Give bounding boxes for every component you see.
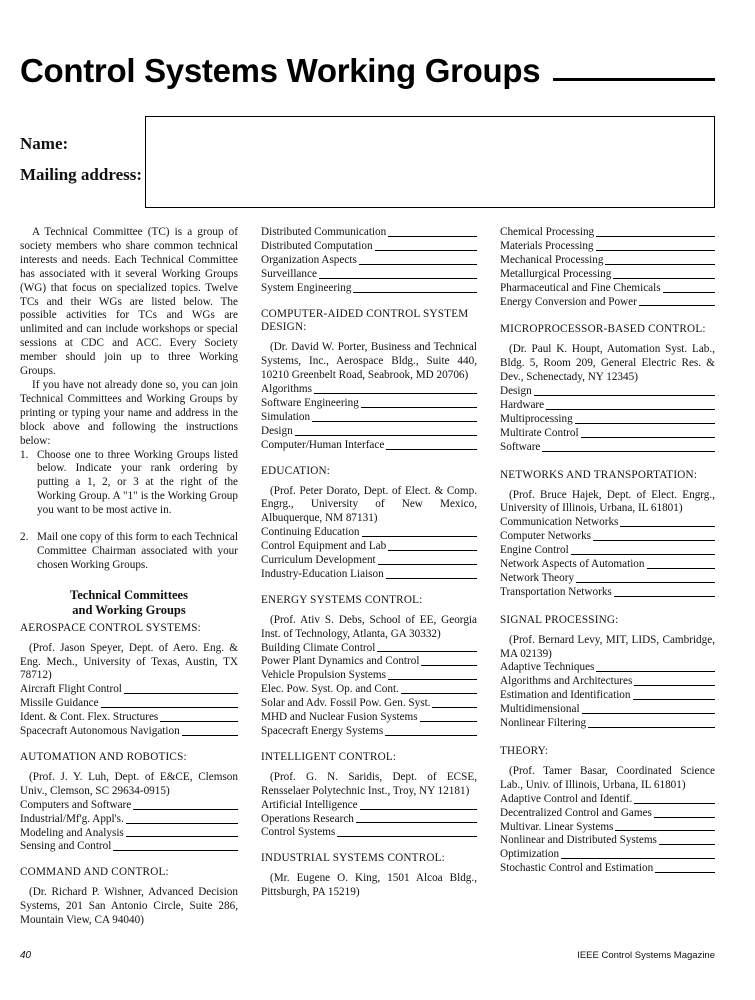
working-group-row[interactable]: Artificial Intelligence [261,799,477,813]
working-group-row[interactable]: Chemical Processing [500,226,715,240]
committee-signal-processing [500,614,715,731]
working-group-row[interactable]: Industry-Education Liaison [261,568,477,582]
committee-heading: COMMAND AND CONTROL: [20,866,169,879]
working-group-row[interactable]: Power Plant Dynamics and Control [261,655,477,669]
working-group-row[interactable]: Continuing Education [261,526,477,540]
working-group-row[interactable]: Curriculum Development [261,554,477,568]
working-group-row[interactable]: Metallurgical Processing [500,268,715,282]
rank-blank[interactable] [582,713,715,714]
rank-blank[interactable] [388,236,477,237]
mailing-address-label: Mailing address: [20,165,143,184]
rank-blank[interactable] [615,830,715,831]
rank-blank[interactable] [359,264,477,265]
rank-blank[interactable] [133,809,238,810]
rank-blank[interactable] [596,250,715,251]
committee-energy-systems [261,594,477,739]
rank-blank[interactable] [377,651,477,652]
working-group-row[interactable]: Adaptive Control and Identif. [500,793,715,807]
working-group-row[interactable]: Network Aspects of Automation [500,558,715,572]
working-group-row[interactable]: Nonlinear and Distributed Systems [500,834,715,848]
working-group-row[interactable]: Mechanical Processing [500,254,715,268]
working-group-row[interactable]: Stochastic Control and Estimation [500,862,715,876]
committee-heading: SIGNAL PROCESSING: [500,613,619,626]
committee-cacsd [261,308,477,453]
rank-blank[interactable] [634,803,715,804]
committee-microprocessor [500,323,715,454]
working-group-row[interactable]: Control Systems [261,826,477,840]
name-address-entry-box[interactable] [145,116,715,208]
rank-blank[interactable] [378,564,477,565]
committee-heading: AEROSPACE CONTROL SYSTEMS: [20,621,201,634]
committee-heading: AUTOMATION AND ROBOTICS: [20,751,187,763]
rank-blank[interactable] [361,407,477,408]
column-2 [261,226,477,900]
rank-blank[interactable] [432,707,477,708]
rank-blank[interactable] [571,554,715,555]
committee-chair: (Prof. Bruce Hajek, Dept. of Elect. Engrg., University of Illinois, Urbana, IL 61801) [500,488,715,515]
committee-chair: (Mr. Eugene O. King, 1501 Alcoa Bldg., Pittsburgh, PA 15219) [261,872,477,899]
working-group-row[interactable]: System Engineering [261,282,477,296]
rank-blank[interactable] [639,305,715,306]
working-group-row[interactable]: Transportation Networks [500,586,715,600]
rank-blank[interactable] [314,393,477,394]
working-group-row[interactable]: Operations Research [261,813,477,827]
committee-heading: THEORY: [500,745,549,757]
rank-blank[interactable] [386,449,477,450]
working-group-row[interactable]: Distributed Computation [261,240,477,254]
working-group-row[interactable]: Hardware [500,399,715,413]
committee-chair: (Dr. David W. Porter, Business and Technical Systems, Inc., Aerospace Bldg., Suite 440, 10210 Greenbelt Road, Seabrook, MD 20706) [261,341,477,382]
working-group-row[interactable]: Building Climate Control [261,642,477,656]
working-group-row[interactable]: Missile Guidance [20,697,238,711]
working-group-row[interactable]: Organization Aspects [261,254,477,268]
rank-blank[interactable] [542,451,715,452]
rank-blank[interactable] [375,250,477,251]
rank-blank[interactable] [647,568,716,569]
rank-blank[interactable] [596,671,715,672]
working-group-row[interactable]: Software [500,441,715,455]
working-group-row[interactable]: Optimization [500,848,715,862]
rank-blank[interactable] [534,395,715,396]
page-title: Control Systems Working Groups [20,52,541,89]
rank-blank[interactable] [634,685,715,686]
working-group-row[interactable]: Multiprocessing [500,413,715,427]
page-number: 40 [20,950,32,961]
committee-heading: NETWORKS AND TRANSPORTATION: [500,468,698,481]
instruction-step: 1. Choose one to three Working Groups listed below. Indicate your rank ordering by putting a 1, 2, or 3 at the right of the Working Group. A "1" is the Working Group you want to be most active in. [20,448,238,517]
rank-blank[interactable] [126,823,238,824]
committee-heading: MICROPROCESSOR-BASED CONTROL: [500,323,706,336]
committee-automation-robotics [20,751,238,854]
working-group-row[interactable]: Engine Control [500,544,715,558]
rank-blank[interactable] [113,850,238,851]
working-group-row[interactable]: Simulation [261,411,477,425]
working-group-row[interactable]: Aircraft Flight Control [20,683,238,697]
working-group-row[interactable]: Ident. & Cont. Flex. Structures [20,711,238,725]
rank-blank[interactable] [659,844,715,845]
committee-chair: (Prof. G. N. Saridis, Dept. of ECSE, Rensselaer Polytechnic Inst., Troy, NY 12181) [261,770,477,797]
working-group-row[interactable]: Adaptive Techniques [500,661,715,675]
committee-chair: (Dr. Richard P. Wishner, Advanced Decision Systems, 201 San Antonio Circle, Suite 286, Mountain View, CA 94040) [20,886,238,927]
rank-blank[interactable] [546,409,715,410]
column-3 [500,226,715,876]
rank-blank[interactable] [160,721,238,722]
committee-heading: ENERGY SYSTEMS CONTROL: [261,593,423,606]
working-group-row[interactable]: Computers and Software [20,799,238,813]
title-rule [553,78,715,81]
rank-blank[interactable] [596,236,715,237]
rank-blank[interactable] [655,872,715,873]
working-group-row[interactable]: Modeling and Analysis [20,827,238,841]
rank-blank[interactable] [356,822,477,823]
committee-chair: (Prof. Peter Dorato, Dept. of Elect. & Comp. Engrg., University of New Mexico, Albuquerque, NM 87131) [261,484,477,525]
intro-paragraph-1: A Technical Committee (TC) is a group of society members who share common technical interests and needs. Each Technical Committee has associated with it several Working Groups (WG) that focus on specialized topics. Twelve TCs and their WGs are listed below. The possible activities for TCs and WGs are unlimited and can include workshops or special sessions at CDC and ACC. Every Society member should join up to three Working Groups. [20,226,238,378]
working-group-row[interactable]: Nonlinear Filtering [500,717,715,731]
rank-blank[interactable] [101,707,238,708]
working-group-row[interactable]: Algorithms [261,383,477,397]
rank-blank[interactable] [295,435,477,436]
working-group-row[interactable]: Spacecraft Energy Systems [261,725,477,739]
committee-chair: (Dr. Paul K. Houpt, Automation Syst. Lab., Bldg. 5, Room 209, General Electric Res. & Dev., Schenectady, NY 12345) [500,343,715,384]
rank-blank[interactable] [360,809,477,810]
committee-heading: EDUCATION: [261,464,331,477]
working-group-row[interactable]: Sensing and Control [20,840,238,854]
committee-chair: (Prof. Jason Speyer, Dept. of Aero. Eng. & Eng. Mech., University of Texas, Austin, TX 78712) [20,641,238,682]
working-group-row[interactable]: MHD and Nuclear Fusion Systems [261,711,477,725]
working-group-row[interactable]: Decentralized Control and Games [500,807,715,821]
instruction-list [20,449,238,573]
working-group-row[interactable]: Computer Networks [500,530,715,544]
rank-blank[interactable] [593,540,715,541]
rank-blank[interactable] [386,578,477,579]
committee-education [261,465,477,582]
rank-blank[interactable] [388,679,477,680]
rank-blank[interactable] [319,278,477,279]
working-group-row[interactable]: Computer/Human Interface [261,439,477,453]
rank-blank[interactable] [337,836,477,837]
name-label: Name: [20,134,69,153]
rank-blank[interactable] [605,264,715,265]
rank-blank[interactable] [362,536,477,537]
rank-blank[interactable] [620,526,715,527]
working-group-row[interactable]: Distributed Communication [261,226,477,240]
rank-blank[interactable] [126,836,238,837]
working-group-row[interactable]: Design [500,385,715,399]
rank-blank[interactable] [401,693,477,694]
committee-chair: (Prof. J. Y. Luh, Dept. of E&CE, Clemson Univ., Clemson, SC 29634-0915) [20,770,238,797]
working-group-row[interactable]: Algorithms and Architectures [500,675,715,689]
rank-blank[interactable] [561,858,715,859]
committee-chair: (Prof. Bernard Levy, MIT, LIDS, Cambridge, MA 02139) [500,633,715,660]
rank-blank[interactable] [420,721,477,722]
publication-name: IEEE Control Systems Magazine [577,950,715,961]
rank-blank[interactable] [182,735,238,736]
rank-blank[interactable] [388,550,477,551]
rank-blank[interactable] [353,292,477,293]
working-group-row[interactable]: Elec. Pow. Syst. Op. and Cont. [261,683,477,697]
working-group-row[interactable]: Control Equipment and Lab [261,540,477,554]
rank-blank[interactable] [575,423,715,424]
committee-industrial-systems [261,852,477,900]
rank-blank[interactable] [654,817,715,818]
rank-blank[interactable] [581,437,715,438]
committee-intelligent-control [261,751,477,840]
working-group-row[interactable]: Spacecraft Autonomous Navigation [20,725,238,739]
working-group-row[interactable]: Multirate Control [500,427,715,441]
rank-blank[interactable] [663,292,715,293]
rank-blank[interactable] [614,596,715,597]
committee-heading: INDUSTRIAL SYSTEMS CONTROL: [261,852,445,865]
rank-blank[interactable] [588,727,715,728]
working-group-row[interactable]: Software Engineering [261,397,477,411]
committee-command-control [20,866,238,928]
rank-blank[interactable] [385,735,477,736]
working-group-row[interactable]: Industrial/Mf'g. Appl's. [20,813,238,827]
committee-chair: (Prof. Tamer Basar, Coordinated Science Lab., Univ. of Illinois, Urbana, IL 61801) [500,764,715,791]
working-group-row[interactable]: Multidimensional [500,703,715,717]
rank-blank[interactable] [633,699,716,700]
rank-blank[interactable] [421,665,477,666]
committee-heading: INTELLIGENT CONTROL: [261,750,397,763]
intro-paragraph-2: If you have not already done so, you can join Technical Committees and Working Groups by printing or typing your name and address in the block above and following the instructions below: [20,378,238,447]
working-group-row[interactable]: Pharmaceutical and Fine Chemicals [500,282,715,296]
working-group-row[interactable]: Multivar. Linear Systems [500,821,715,835]
rank-blank[interactable] [576,582,715,583]
instruction-step: 2. Mail one copy of this form to each Technical Committee Chairman associated with your chosen Working Groups. [20,531,238,571]
column-1 [20,226,238,928]
working-group-row[interactable]: Solar and Adv. Fossil Pow. Gen. Syst. [261,697,477,711]
working-group-row[interactable]: Surveillance [261,268,477,282]
committee-networks-transportation [500,469,715,600]
working-group-row[interactable]: Communication Networks [500,516,715,530]
working-group-row[interactable]: Energy Conversion and Power [500,296,715,310]
rank-blank[interactable] [312,421,477,422]
committee-theory [500,745,715,876]
working-group-row[interactable]: Network Theory [500,572,715,586]
committee-chair: (Prof. Ativ S. Debs, School of EE, Georgia Inst. of Technology, Atlanta, GA 30332) [261,613,477,640]
rank-blank[interactable] [124,693,238,694]
working-group-row[interactable]: Vehicle Propulsion Systems [261,669,477,683]
section-heading: Technical Committees and Working Groups [70,587,188,617]
working-group-row[interactable]: Design [261,425,477,439]
committee-heading: COMPUTER-AIDED CONTROL SYSTEM DESIGN: [261,307,469,334]
working-group-row[interactable]: Estimation and Identification [500,689,715,703]
committee-aerospace [20,622,238,739]
working-group-row[interactable]: Materials Processing [500,240,715,254]
rank-blank[interactable] [613,278,715,279]
